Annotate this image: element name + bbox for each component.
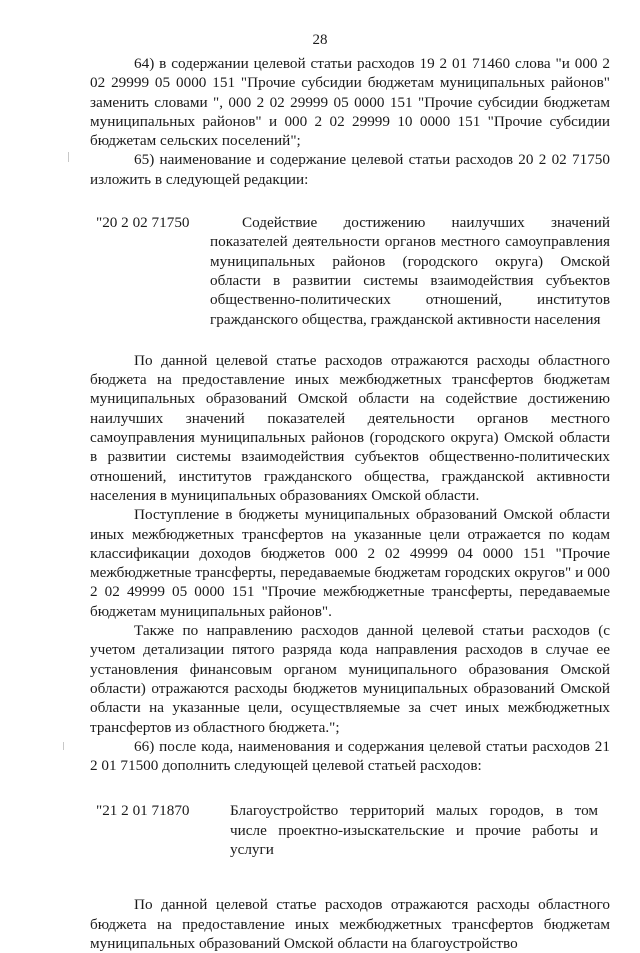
paragraph-65: 65) наименование и содержание целевой статьи расходов 20 2 02 71750 изложить в следующей редакции: <box>90 151 610 188</box>
entry-code: "21 2 01 71870 <box>96 802 190 820</box>
page-number: 28 <box>312 32 328 48</box>
paragraph-also-direction: Также по направлению расходов данной целевой статьи расходов (с учетом детализации пятого разряда кода направления расходов в случае ее установления финансовым органом муниципального образования Омской области) отражаются расходы бюджетов муниципальных образований Омской области на указанные цели, осуществляемые за счет иных межбюджетных трансфертов из областного бюджета."; <box>90 622 610 736</box>
margin-mark <box>63 742 64 750</box>
target-article-entry <box>86 213 610 329</box>
target-article-entry <box>86 801 610 859</box>
margin-mark <box>68 152 69 162</box>
paragraph-revenue-codes: Поступление в бюджеты муниципальных образований Омской области иных межбюджетных трансфертов на указанные цели отражается по кодам классификации доходов бюджетов 000 2 02 49999 04 0000 151 "Прочие межбюджетные трансферты, передаваемые бюджетам городских округов" и 000 2 02 49999 05 0000 151 "Прочие межбюджетные трансферты, передаваемые бюджетам муниципальных районов". <box>90 506 610 620</box>
entry-description: Благоустройство территорий малых городов, в том числе проектно-изыскательские и прочие работы и услуги <box>230 802 598 858</box>
paragraph-landscaping: По данной целевой статье расходов отражаются расходы областного бюджета на предоставление иных межбюджетных трансфертов бюджетам муниципальных образований Омской области на благоустройство <box>90 896 610 952</box>
paragraph-64: 64) в содержании целевой статьи расходов 19 2 01 71460 слова "и 000 2 02 29999 05 0000 151 "Прочие субсидии бюджетам муниципальных районов" заменить словами ", 000 2 02 29999 05 0000 151 "Прочие субсидии бюджетам муниципальных районов" и 000 2 02 29999 10 0000 151 "Прочие субсидии бюджетам сельских поселений"; <box>90 55 610 150</box>
document-body <box>90 54 610 953</box>
paragraph-66: 66) после кода, наименования и содержания целевой статьи расходов 21 2 01 71500 дополнить следующей целевой статьей расходов: <box>90 737 610 775</box>
entry-code: "20 2 02 71750 <box>96 214 190 232</box>
paragraph-expense-description: По данной целевой статье расходов отражаются расходы областного бюджета на предоставление иных межбюджетных трансфертов бюджетам муниципальных образований Омской области на содействие достижению наилучших значений показателей деятельности органов местного самоуправления муниципальных районов (городского округа) Омской области в развитии системы взаимодействия субъектов общественно-политических отношений, институтов гражданского общества, гражданской активности населения в муниципальных образованиях Омской области. <box>90 351 610 504</box>
entry-description: Содействие достижению наилучших значений показателей деятельности органов местного самоуправления муниципальных районов (городского округа) Омской области в развитии системы взаимодействия субъектов общественно-политических отношений, институтов гражданского общества, гражданской активности населения <box>210 214 610 328</box>
